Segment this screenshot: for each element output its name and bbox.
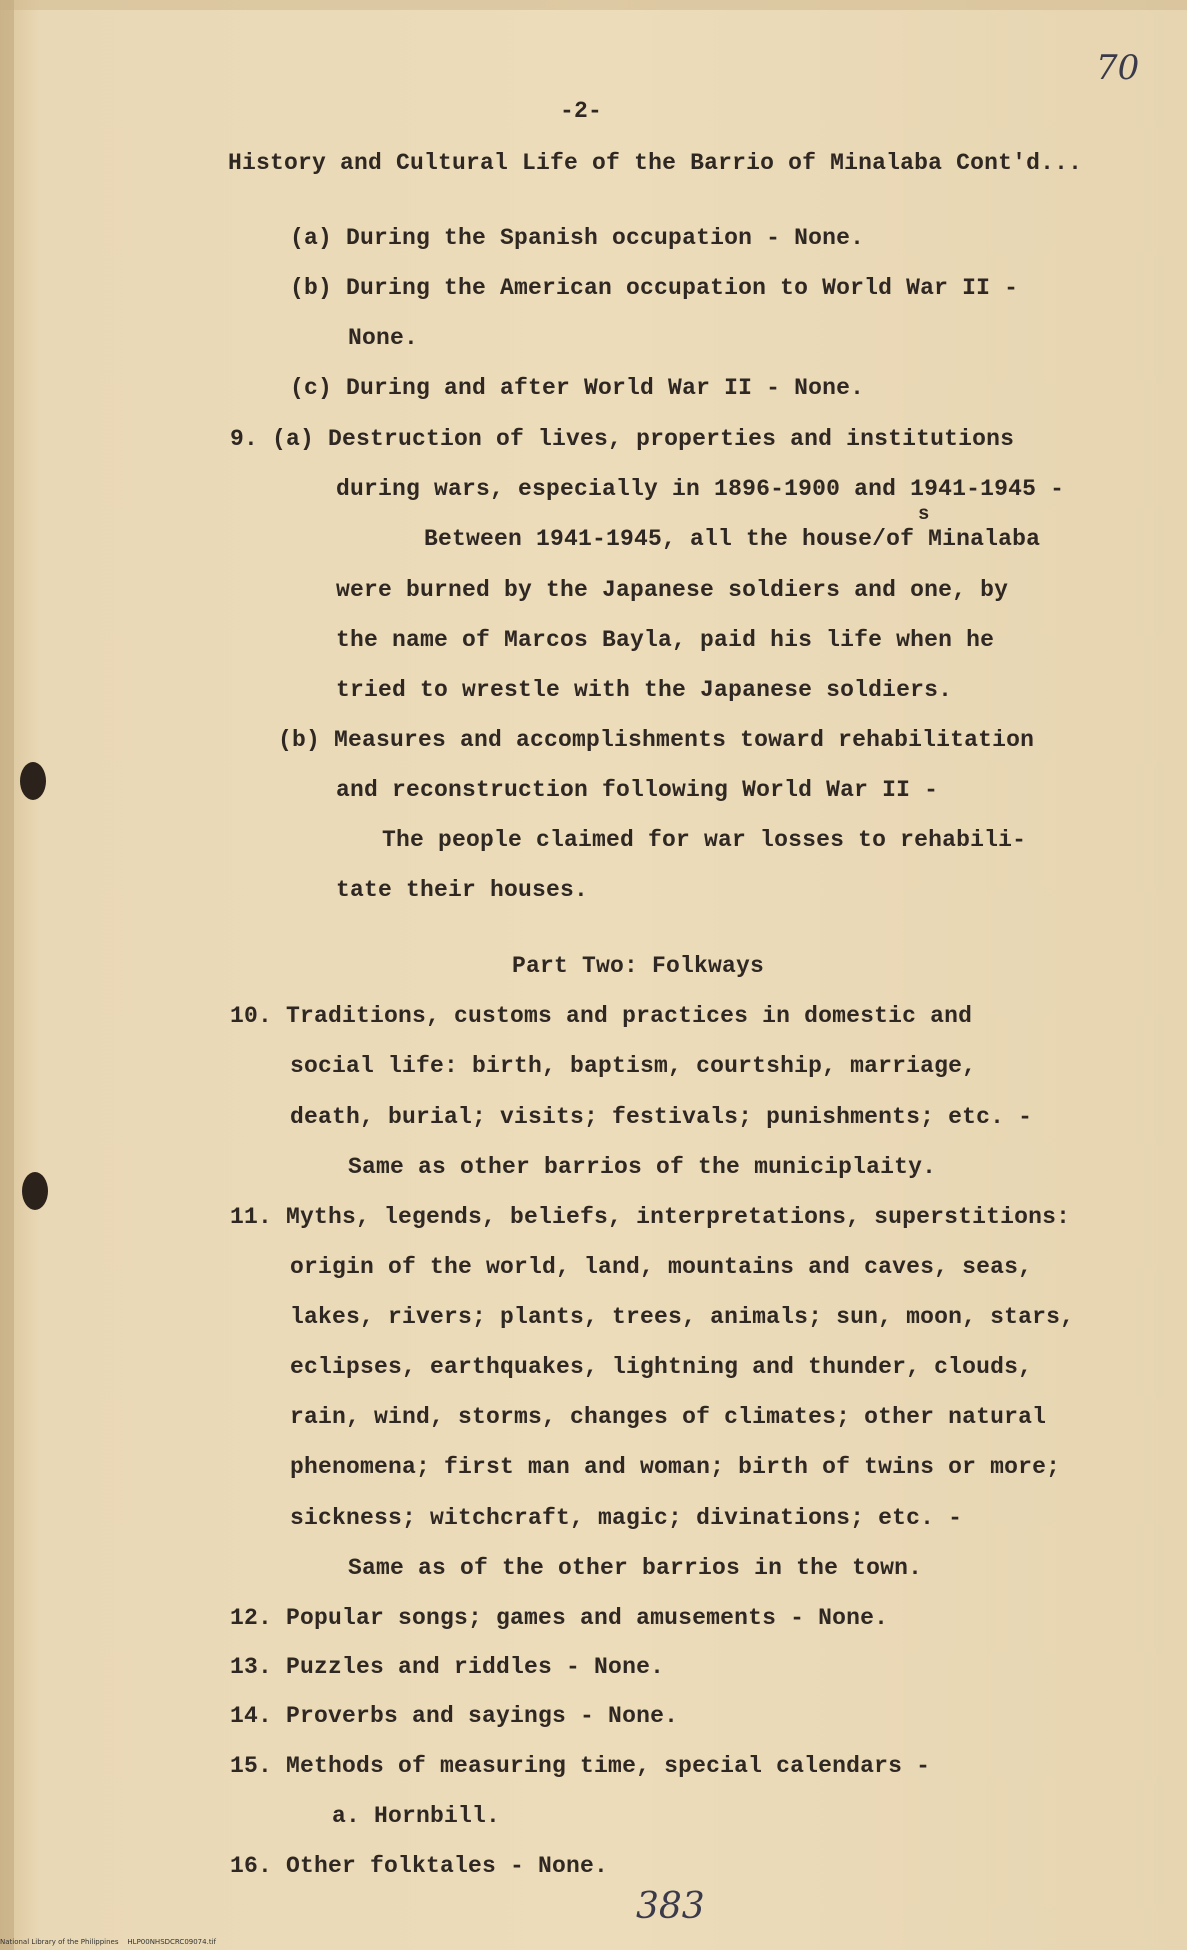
- text-line: rain, wind, storms, changes of climates; other natural: [290, 1404, 1047, 1430]
- text-line: a. Hornbill.: [332, 1803, 501, 1829]
- text-line: lakes, rivers; plants, trees, animals; sun, moon, stars,: [290, 1304, 1075, 1330]
- handwritten-folio-number: 70: [1096, 48, 1140, 88]
- text-line: Between 1941-1945, all the house/of Minalaba: [424, 526, 1041, 552]
- text-line: tate their houses.: [336, 877, 589, 903]
- text-line: (b) Measures and accomplishments toward rehabilitation: [278, 727, 1035, 753]
- text-line: 12. Popular songs; games and amusements - None.: [230, 1605, 889, 1631]
- top-edge-shadow: [0, 0, 1187, 10]
- text-line: Same as of the other barrios in the town.: [348, 1555, 923, 1581]
- text-line: the name of Marcos Bayla, paid his life when he: [336, 627, 995, 653]
- text-line: origin of the world, land, mountains and caves, seas,: [290, 1254, 1033, 1280]
- page-number: -2-: [560, 98, 603, 124]
- text-line: 16. Other folktales - None.: [230, 1853, 609, 1879]
- text-line: and reconstruction following World War II -: [336, 777, 939, 803]
- text-insertion: s: [918, 503, 930, 525]
- text-line: death, burial; visits; festivals; punishments; etc. -: [290, 1104, 1033, 1130]
- punch-hole-bottom: [22, 1172, 48, 1210]
- text-line: (c) During and after World War II - None.: [290, 375, 865, 401]
- text-line: 11. Myths, legends, beliefs, interpretations, superstitions:: [230, 1204, 1071, 1230]
- text-line: eclipses, earthquakes, lightning and thunder, clouds,: [290, 1354, 1033, 1380]
- text-line: (b) During the American occupation to World War II -: [290, 275, 1019, 301]
- text-line: (a) During the Spanish occupation - None.: [290, 225, 865, 251]
- text-line: 9. (a) Destruction of lives, properties and institutions: [230, 426, 1015, 452]
- binding-edge-shadow: [0, 0, 14, 1950]
- text-line: during wars, especially in 1896-1900 and 1941-1945 -: [336, 476, 1065, 502]
- text-line: were burned by the Japanese soldiers and one, by: [336, 577, 1009, 603]
- text-line: social life: birth, baptism, courtship, marriage,: [290, 1053, 977, 1079]
- text-line: 13. Puzzles and riddles - None.: [230, 1654, 665, 1680]
- text-line: sickness; witchcraft, magic; divinations; etc. -: [290, 1505, 963, 1531]
- text-line: phenomena; first man and woman; birth of twins or more;: [290, 1454, 1061, 1480]
- text-line: None.: [348, 325, 419, 351]
- scan-footer: [0, 1938, 216, 1946]
- text-line: Same as other barrios of the municiplaity.: [348, 1154, 937, 1180]
- handwritten-stamp-number: 383: [636, 1886, 705, 1927]
- text-line: tried to wrestle with the Japanese soldiers.: [336, 677, 953, 703]
- punch-hole-top: [20, 762, 46, 800]
- footer-filename: HLP00NHSDCRC09074.tif: [127, 1938, 216, 1946]
- footer-library: National Library of the Philippines: [0, 1938, 119, 1946]
- text-line: The people claimed for war losses to rehabili-: [382, 827, 1027, 853]
- text-line: 15. Methods of measuring time, special calendars -: [230, 1753, 931, 1779]
- section-heading: Part Two: Folkways: [512, 953, 765, 979]
- page-header: History and Cultural Life of the Barrio of Minalaba Cont'd...: [228, 150, 1083, 176]
- text-line: 14. Proverbs and sayings - None.: [230, 1703, 679, 1729]
- text-line: 10. Traditions, customs and practices in domestic and: [230, 1003, 973, 1029]
